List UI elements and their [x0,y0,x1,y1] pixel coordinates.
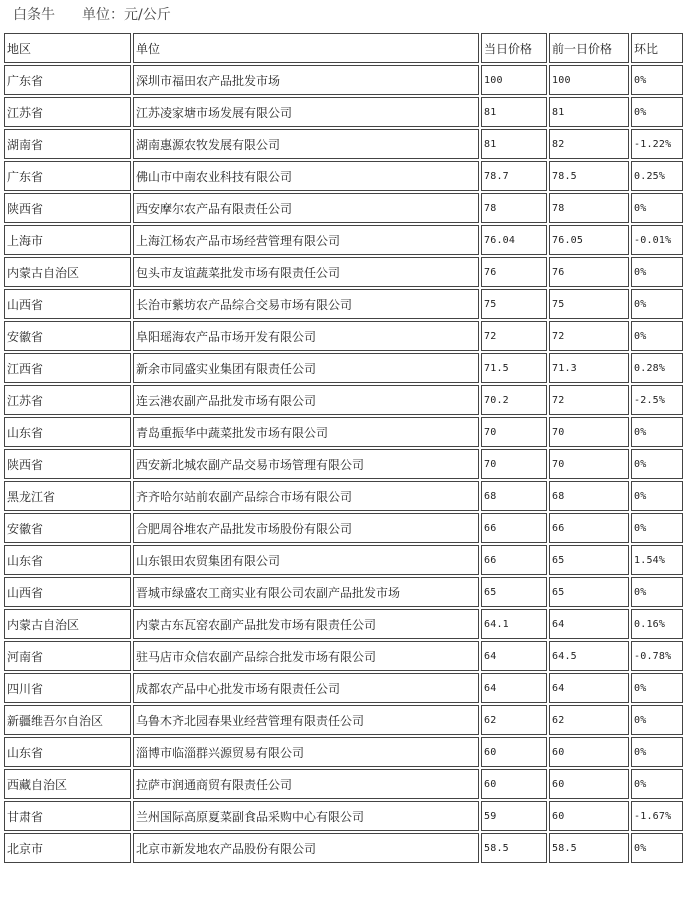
region-cell: 上海市 [4,225,131,255]
unit-cell: 西安摩尔农产品有限责任公司 [133,193,479,223]
unit-cell: 齐齐哈尔站前农副产品综合市场有限公司 [133,481,479,511]
today-price-cell: 70 [481,449,547,479]
today-price-cell: 64 [481,641,547,671]
unit-cell: 包头市友谊蔬菜批发市场有限责任公司 [133,257,479,287]
unit-cell: 青岛重振华中蔬菜批发市场有限公司 [133,417,479,447]
previous-price-cell: 71.3 [549,353,629,383]
previous-price-cell: 72 [549,385,629,415]
previous-price-cell: 82 [549,129,629,159]
ratio-cell: 0% [631,289,683,319]
table-row [4,129,683,159]
unit-cell: 佛山市中南农业科技有限公司 [133,161,479,191]
previous-price-cell: 58.5 [549,833,629,863]
unit-label: 单位：元/公斤 [82,7,171,23]
region-cell: 江苏省 [4,385,131,415]
today-price-cell: 59 [481,801,547,831]
previous-price-cell: 78.5 [549,161,629,191]
today-price-cell: 62 [481,705,547,735]
ratio-cell: 0% [631,577,683,607]
table-row [4,737,683,767]
unit-cell: 湖南惠源农牧发展有限公司 [133,129,479,159]
previous-price-cell: 70 [549,449,629,479]
column-header-region: 地区 [4,33,131,63]
table-row [4,385,683,415]
unit-cell: 新余市同盛实业集团有限责任公司 [133,353,479,383]
region-cell: 新疆维吾尔自治区 [4,705,131,735]
table-row [4,545,683,575]
previous-price-cell: 60 [549,769,629,799]
today-price-cell: 70.2 [481,385,547,415]
today-price-cell: 78.7 [481,161,547,191]
table-row [4,449,683,479]
today-price-cell: 75 [481,289,547,319]
ratio-cell: 0% [631,193,683,223]
today-price-cell: 58.5 [481,833,547,863]
today-price-cell: 64.1 [481,609,547,639]
ratio-cell: 0% [631,481,683,511]
table-row [4,641,683,671]
table-row [4,513,683,543]
ratio-cell: 0% [631,257,683,287]
table-row [4,225,683,255]
region-cell: 内蒙古自治区 [4,257,131,287]
region-cell: 广东省 [4,65,131,95]
unit-cell: 长治市紫坊农产品综合交易市场有限公司 [133,289,479,319]
previous-price-cell: 65 [549,577,629,607]
previous-price-cell: 70 [549,417,629,447]
ratio-cell: 0% [631,417,683,447]
today-price-cell: 72 [481,321,547,351]
ratio-cell: -0.01% [631,225,683,255]
previous-price-cell: 76 [549,257,629,287]
region-cell: 安徽省 [4,321,131,351]
table-row [4,289,683,319]
previous-price-cell: 72 [549,321,629,351]
region-cell: 山西省 [4,577,131,607]
today-price-cell: 60 [481,737,547,767]
today-price-cell: 81 [481,129,547,159]
table-row [4,833,683,863]
region-cell: 四川省 [4,673,131,703]
unit-cell: 乌鲁木齐北园春果业经营管理有限责任公司 [133,705,479,735]
today-price-cell: 81 [481,97,547,127]
region-cell: 黑龙江省 [4,481,131,511]
table-row [4,193,683,223]
previous-price-cell: 60 [549,801,629,831]
ratio-cell: 0% [631,833,683,863]
previous-price-cell: 81 [549,97,629,127]
column-header-today-price: 当日价格 [481,33,547,63]
table-caption [0,0,685,30]
column-header-previous-price: 前一日价格 [549,33,629,63]
region-cell: 广东省 [4,161,131,191]
ratio-cell: -0.78% [631,641,683,671]
unit-cell: 江苏凌家塘市场发展有限公司 [133,97,479,127]
today-price-cell: 66 [481,545,547,575]
previous-price-cell: 60 [549,737,629,767]
unit-cell: 山东银田农贸集团有限公司 [133,545,479,575]
unit-cell: 晋城市绿盛农工商实业有限公司农副产品批发市场 [133,577,479,607]
region-cell: 河南省 [4,641,131,671]
table-row [4,705,683,735]
previous-price-cell: 76.05 [549,225,629,255]
ratio-cell: 0.16% [631,609,683,639]
table-row [4,353,683,383]
unit-cell: 合肥周谷堆农产品批发市场股份有限公司 [133,513,479,543]
region-cell: 安徽省 [4,513,131,543]
unit-cell: 兰州国际高原夏菜副食品采购中心有限公司 [133,801,479,831]
ratio-cell: 0% [631,449,683,479]
ratio-cell: 0% [631,97,683,127]
table-row [4,257,683,287]
ratio-cell: 0% [631,769,683,799]
table-row [4,801,683,831]
region-cell: 北京市 [4,833,131,863]
ratio-cell: -2.5% [631,385,683,415]
ratio-cell: 0.28% [631,353,683,383]
region-cell: 陕西省 [4,193,131,223]
today-price-cell: 78 [481,193,547,223]
unit-cell: 连云港农副产品批发市场有限公司 [133,385,479,415]
table-row [4,481,683,511]
previous-price-cell: 75 [549,289,629,319]
ratio-cell: 0.25% [631,161,683,191]
region-cell: 山东省 [4,545,131,575]
unit-cell: 上海江杨农产品市场经营管理有限公司 [133,225,479,255]
region-cell: 甘肃省 [4,801,131,831]
today-price-cell: 65 [481,577,547,607]
unit-cell: 北京市新发地农产品股份有限公司 [133,833,479,863]
table-body [4,65,683,863]
today-price-cell: 66 [481,513,547,543]
region-cell: 湖南省 [4,129,131,159]
today-price-cell: 100 [481,65,547,95]
table-row [4,417,683,447]
product-name: 白条牛 [13,7,55,23]
ratio-cell: 0% [631,705,683,735]
table-header-row [4,33,683,63]
unit-cell: 西安新北城农副产品交易市场管理有限公司 [133,449,479,479]
previous-price-cell: 62 [549,705,629,735]
unit-cell: 淄博市临淄群兴源贸易有限公司 [133,737,479,767]
region-cell: 山东省 [4,737,131,767]
table-row [4,97,683,127]
table-row [4,609,683,639]
table-row [4,769,683,799]
table-row [4,321,683,351]
region-cell: 江西省 [4,353,131,383]
ratio-cell: 0% [631,513,683,543]
today-price-cell: 60 [481,769,547,799]
region-cell: 内蒙古自治区 [4,609,131,639]
today-price-cell: 71.5 [481,353,547,383]
ratio-cell: -1.67% [631,801,683,831]
previous-price-cell: 78 [549,193,629,223]
previous-price-cell: 68 [549,481,629,511]
unit-cell: 拉萨市润通商贸有限责任公司 [133,769,479,799]
column-header-unit: 单位 [133,33,479,63]
region-cell: 西藏自治区 [4,769,131,799]
region-cell: 陕西省 [4,449,131,479]
unit-cell: 成都农产品中心批发市场有限责任公司 [133,673,479,703]
previous-price-cell: 64.5 [549,641,629,671]
today-price-cell: 70 [481,417,547,447]
previous-price-cell: 100 [549,65,629,95]
table-row [4,65,683,95]
region-cell: 江苏省 [4,97,131,127]
table-row [4,577,683,607]
price-table [2,31,685,865]
previous-price-cell: 65 [549,545,629,575]
ratio-cell: 0% [631,673,683,703]
unit-cell: 阜阳瑶海农产品市场开发有限公司 [133,321,479,351]
region-cell: 山东省 [4,417,131,447]
previous-price-cell: 66 [549,513,629,543]
ratio-cell: 0% [631,321,683,351]
unit-cell: 驻马店市众信农副产品综合批发市场有限公司 [133,641,479,671]
table-row [4,673,683,703]
table-row [4,161,683,191]
today-price-cell: 68 [481,481,547,511]
ratio-cell: -1.22% [631,129,683,159]
today-price-cell: 76.04 [481,225,547,255]
unit-cell: 深圳市福田农产品批发市场 [133,65,479,95]
today-price-cell: 76 [481,257,547,287]
ratio-cell: 1.54% [631,545,683,575]
today-price-cell: 64 [481,673,547,703]
previous-price-cell: 64 [549,673,629,703]
column-header-ratio: 环比 [631,33,683,63]
ratio-cell: 0% [631,65,683,95]
previous-price-cell: 64 [549,609,629,639]
unit-cell: 内蒙古东瓦窑农副产品批发市场有限责任公司 [133,609,479,639]
region-cell: 山西省 [4,289,131,319]
ratio-cell: 0% [631,737,683,767]
